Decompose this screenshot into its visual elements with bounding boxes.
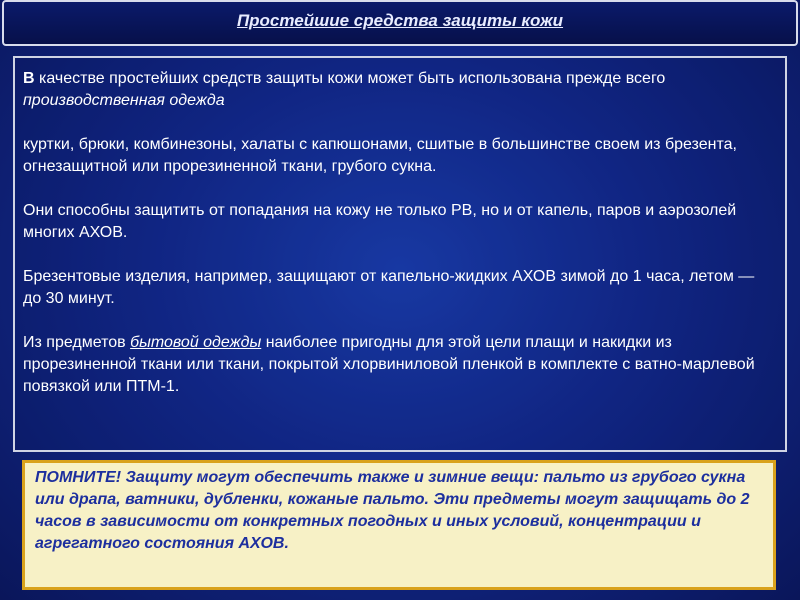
intro-emphasis: производственная одежда <box>23 92 225 109</box>
intro-text: качестве простейших средств защиты кожи может быть использована прежде всего <box>34 70 666 87</box>
reminder-note-text: ПОМНИТЕ! Защиту могут обеспечить также и зимние вещи: пальто из грубого сукна или драпа, ватники, дубленки, кожаные пальто. Эти предметы могут защищать до 2 часов в зависимости от конкретных погодных и иных условий, концентрации и агрегатного состояния АХОВ. <box>35 469 750 552</box>
paragraph-household <box>23 332 775 398</box>
title-bar <box>2 0 798 46</box>
household-emphasis: бытовой одежды <box>130 334 262 351</box>
slide-title: Простейшие средства защиты кожи <box>236 11 564 30</box>
reminder-note-panel <box>22 460 776 590</box>
household-text-end: наиболее пригодны для этой цели плащи и накидки из прорезиненной ткани или ткани, покрытой хлорвиниловой пленкой в комплекте с ватно-марлевой повязкой или ПТМ-1. <box>23 334 755 395</box>
paragraph-clothing-list: куртки, брюки, комбинезоны, халаты с капюшонами, сшитые в большинстве своем из брезента, огнезащитной или прорезиненной ткани, грубого сукна. <box>23 136 737 175</box>
intro-bold-letter: В <box>23 70 35 87</box>
paragraph-protection: Они способны защитить от попадания на кожу не только РВ, но и от капель, паров и аэрозолей многих АХОВ. <box>23 202 737 241</box>
paragraph-tarpaulin: Брезентовые изделия, например, защищают от капельно-жидких АХОВ зимой до 1 часа, летом — до 30 минут. <box>23 268 755 307</box>
main-content-panel <box>13 56 787 452</box>
main-text-block <box>23 68 775 398</box>
paragraph-intro <box>23 68 775 112</box>
household-text-start: Из предметов <box>23 334 131 351</box>
